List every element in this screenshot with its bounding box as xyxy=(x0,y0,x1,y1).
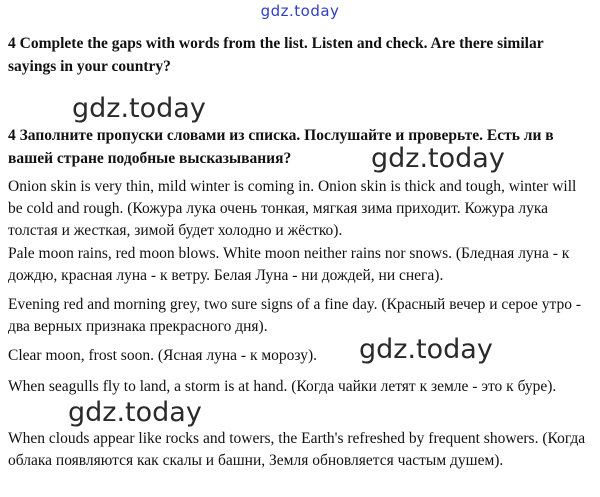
saying-clear-moon: Clear moon, frost soon. (Ясная луна - к морозу). xyxy=(8,347,317,364)
watermark: gdz.today xyxy=(371,143,505,174)
task-heading-ru: 4 Заполните пропуски словами из списка. Послушайте и проверьте. Есть ли в вашей стране подобные высказывания? xyxy=(8,127,554,167)
task-heading-en: 4 Complete the gaps with words from the list. Listen and check. Are there similar sayings in your country? xyxy=(8,35,544,75)
saying-moon-colors: Pale moon rains, red moon blows. White moon neither rains nor snows. (Бледная луна - к дождю, красная луна - к ветру. Белая Луна - ни дождей, ни снега). xyxy=(8,245,570,284)
saying-clouds: When clouds appear like rocks and towers, the Earth's refreshed by frequent showers. (Когда облака появляются как скалы и башни, Земля обновляется частым душем). xyxy=(8,430,586,469)
saying-seagulls: When seagulls fly to land, a storm is at hand. (Когда чайки летят к земле - это к буре). xyxy=(8,378,557,395)
saying-evening-red: Evening red and morning grey, two sure signs of a fine day. (Красный вечер и серое утро - два верных признака прекрасного дня). xyxy=(8,296,582,335)
watermark: gdz.today xyxy=(72,93,206,124)
saying-onion-skin: Onion skin is very thin, mild winter is coming in. Onion skin is thick and tough, winter will be cold and rough. (Кожура лука очень тонкая, мягкая зима приходит. Кожура лука толстая и жесткая, зимой будет холодно и жёстко). xyxy=(8,178,577,239)
watermark: gdz.today xyxy=(359,334,493,365)
top-watermark: gdz.today xyxy=(260,2,340,20)
watermark: gdz.today xyxy=(68,397,202,428)
